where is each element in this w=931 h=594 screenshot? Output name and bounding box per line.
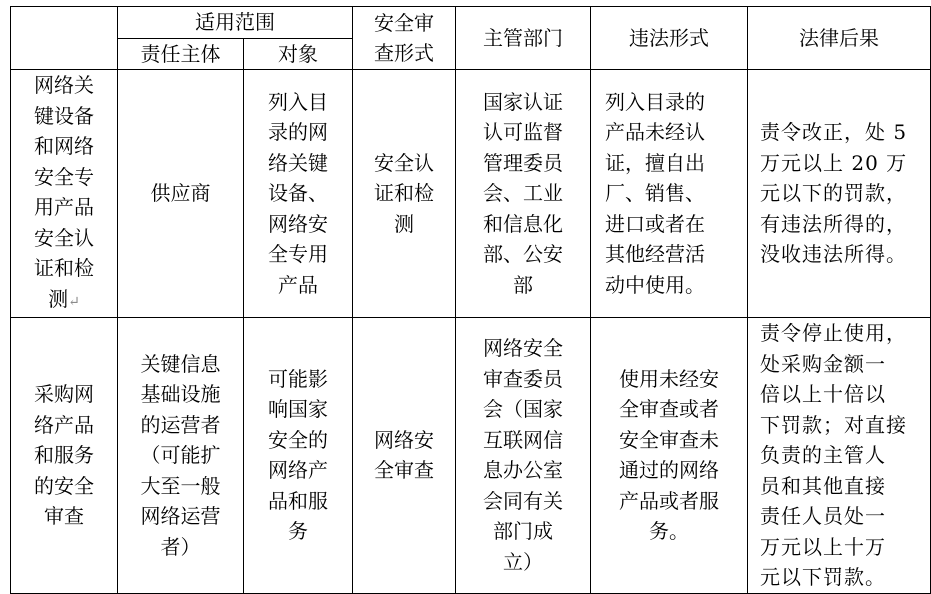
row-object: 可能影 响国家 安全的 网络产 品和服 务 xyxy=(244,318,353,594)
row-subject: 供应商 xyxy=(118,70,244,318)
paragraph-return-icon: ↵ xyxy=(68,293,80,310)
row-name: 网络关 键设备 和网络 安全专 用产品 安全认 证和检 测 xyxy=(34,73,94,311)
row-authority: 国家认证 认可监督 管理委员 会、工业 和信息化 部、公安 部 xyxy=(456,70,591,318)
row-consequence: 责令停止使用， 处采购金额一 倍以上十倍以 下罚款；对直接 负责的主管人 员和其他直接 责任人员处一 万元以上十万 元以下罚款。 xyxy=(748,318,931,594)
row-violation: 使用未经安 全审查或者 安全审查未 通过的网络 产品或者服 务。 xyxy=(591,318,748,594)
row-name-cell xyxy=(11,70,118,318)
row-authority: 网络安全 审查委员 会（国家 互联网信 息办公室 会同有关 部门成 立） xyxy=(456,318,591,594)
legal-consequences-table xyxy=(10,6,931,594)
row-consequence: 责令改正，处 5 万元以上 20 万 元以下的罚款， 有违法所得的， 没收违法所得。 xyxy=(748,70,931,318)
header-scope-group: 适用范围 xyxy=(118,7,353,39)
header-review-form: 安全审 查形式 xyxy=(353,7,456,70)
row-review-form: 网络安 全审查 xyxy=(353,318,456,594)
header-corner-cell xyxy=(11,7,118,70)
row-subject: 关键信息 基础设施 的运营者 （可能扩 大至一般 网络运营 者） xyxy=(118,318,244,594)
table-row xyxy=(11,318,931,594)
table-row xyxy=(11,70,931,318)
header-row-top xyxy=(11,7,931,39)
header-consequence: 法律后果 xyxy=(748,7,931,70)
row-review-form: 安全认 证和检 测 xyxy=(353,70,456,318)
row-name: 采购网 络产品 和服务 的安全 审查 xyxy=(11,318,118,594)
header-object: 对象 xyxy=(244,38,353,70)
header-subject: 责任主体 xyxy=(118,38,244,70)
row-violation: 列入目录的 产品未经认 证，擅自出 厂、销售、 进口或者在 其他经营活 动中使用。 xyxy=(591,70,748,318)
row-object: 列入目 录的网 络关键 设备、 网络安 全专用 产品 xyxy=(244,70,353,318)
header-violation: 违法形式 xyxy=(591,7,748,70)
header-authority: 主管部门 xyxy=(456,7,591,70)
